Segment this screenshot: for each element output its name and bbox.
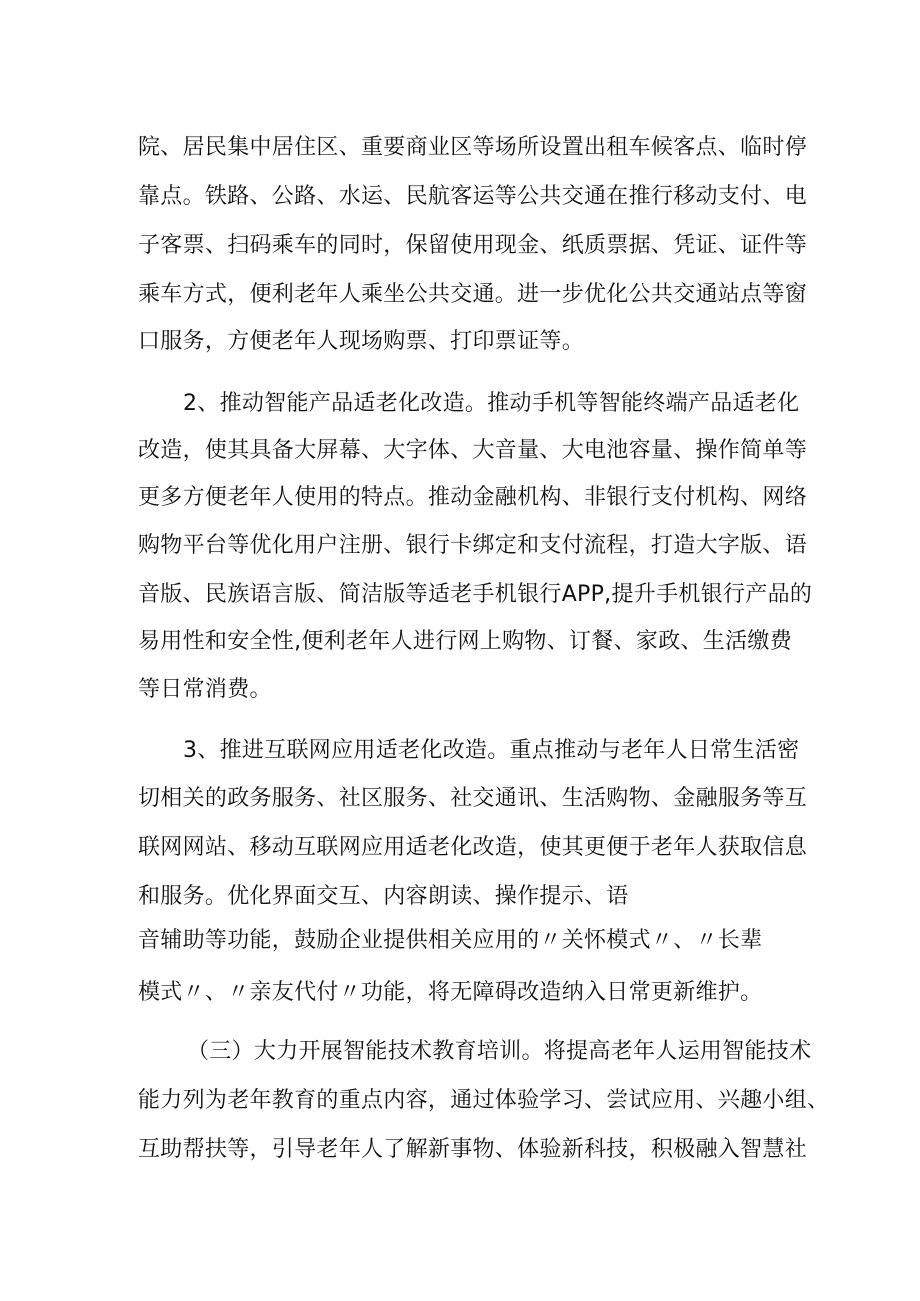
text-line: 和服务。优化界面交互、内容朗读、操作提示、语 xyxy=(138,884,629,909)
text-line: 子客票、扫码乘车的同时，保留使用现金、纸质票据、凭证、证件等 xyxy=(138,233,808,258)
text-line: 等日常消费。 xyxy=(138,677,272,702)
text-line: 音版、民族语言版、简洁版等适老手机银行APP,提升手机银行产品的 xyxy=(138,582,813,607)
text-line: 模式〃、〃亲友代付〃功能，将无障碍改造纳入日常更新维护。 xyxy=(138,980,763,1005)
text-line: 院、居民集中居住区、重要商业区等场所设置出租车候客点、临时停 xyxy=(138,135,808,160)
text-line: 靠点。铁路、公路、水运、民航客运等公共交通在推行移动支付、电 xyxy=(138,184,808,209)
text-line: 购物平台等优化用户注册、银行卡绑定和支付流程，打造大字版、语 xyxy=(138,533,808,558)
text-line: 音辅助等功能，鼓励企业提供相关应用的〃关怀模式〃、〃长辈 xyxy=(138,928,763,953)
text-line: 易用性和安全性,便利老年人进行网上购物、订餐、家政、生活缴费 xyxy=(138,629,792,654)
text-line: 乘车方式，便利老年人乘坐公共交通。进一步优化公共交通站点等窗 xyxy=(138,282,808,307)
text-line: 2、推动智能产品适老化改造。推动手机等智能终端产品适老化 xyxy=(183,391,800,416)
text-line: 能力列为老年教育的重点内容，通过体验学习、尝试应用、兴趣小组、 xyxy=(138,1088,830,1113)
text-line: 口服务，方便老年人现场购票、打印票证等。 xyxy=(138,329,585,354)
text-line: 3、推进互联网应用适老化改造。重点推动与老年人日常生活密 xyxy=(183,738,800,763)
text-line: （三）大力开展智能技术教育培训。将提高老年人运用智能技术 xyxy=(187,1039,812,1064)
text-line: 互助帮扶等，引导老年人了解新事物、体验新科技，积极融入智慧社 xyxy=(138,1137,808,1162)
text-line: 更多方便老年人使用的特点。推动金融机构、非银行支付机构、网络 xyxy=(138,485,808,510)
text-line: 改造，使其具备大屏幕、大字体、大音量、大电池容量、操作简单等 xyxy=(138,438,808,463)
text-line: 联网网站、移动互联网应用适老化改造，使其更便于老年人获取信息 xyxy=(138,835,808,860)
text-line: 切相关的政务服务、社区服务、社交通讯、生活购物、金融服务等互 xyxy=(138,786,808,811)
